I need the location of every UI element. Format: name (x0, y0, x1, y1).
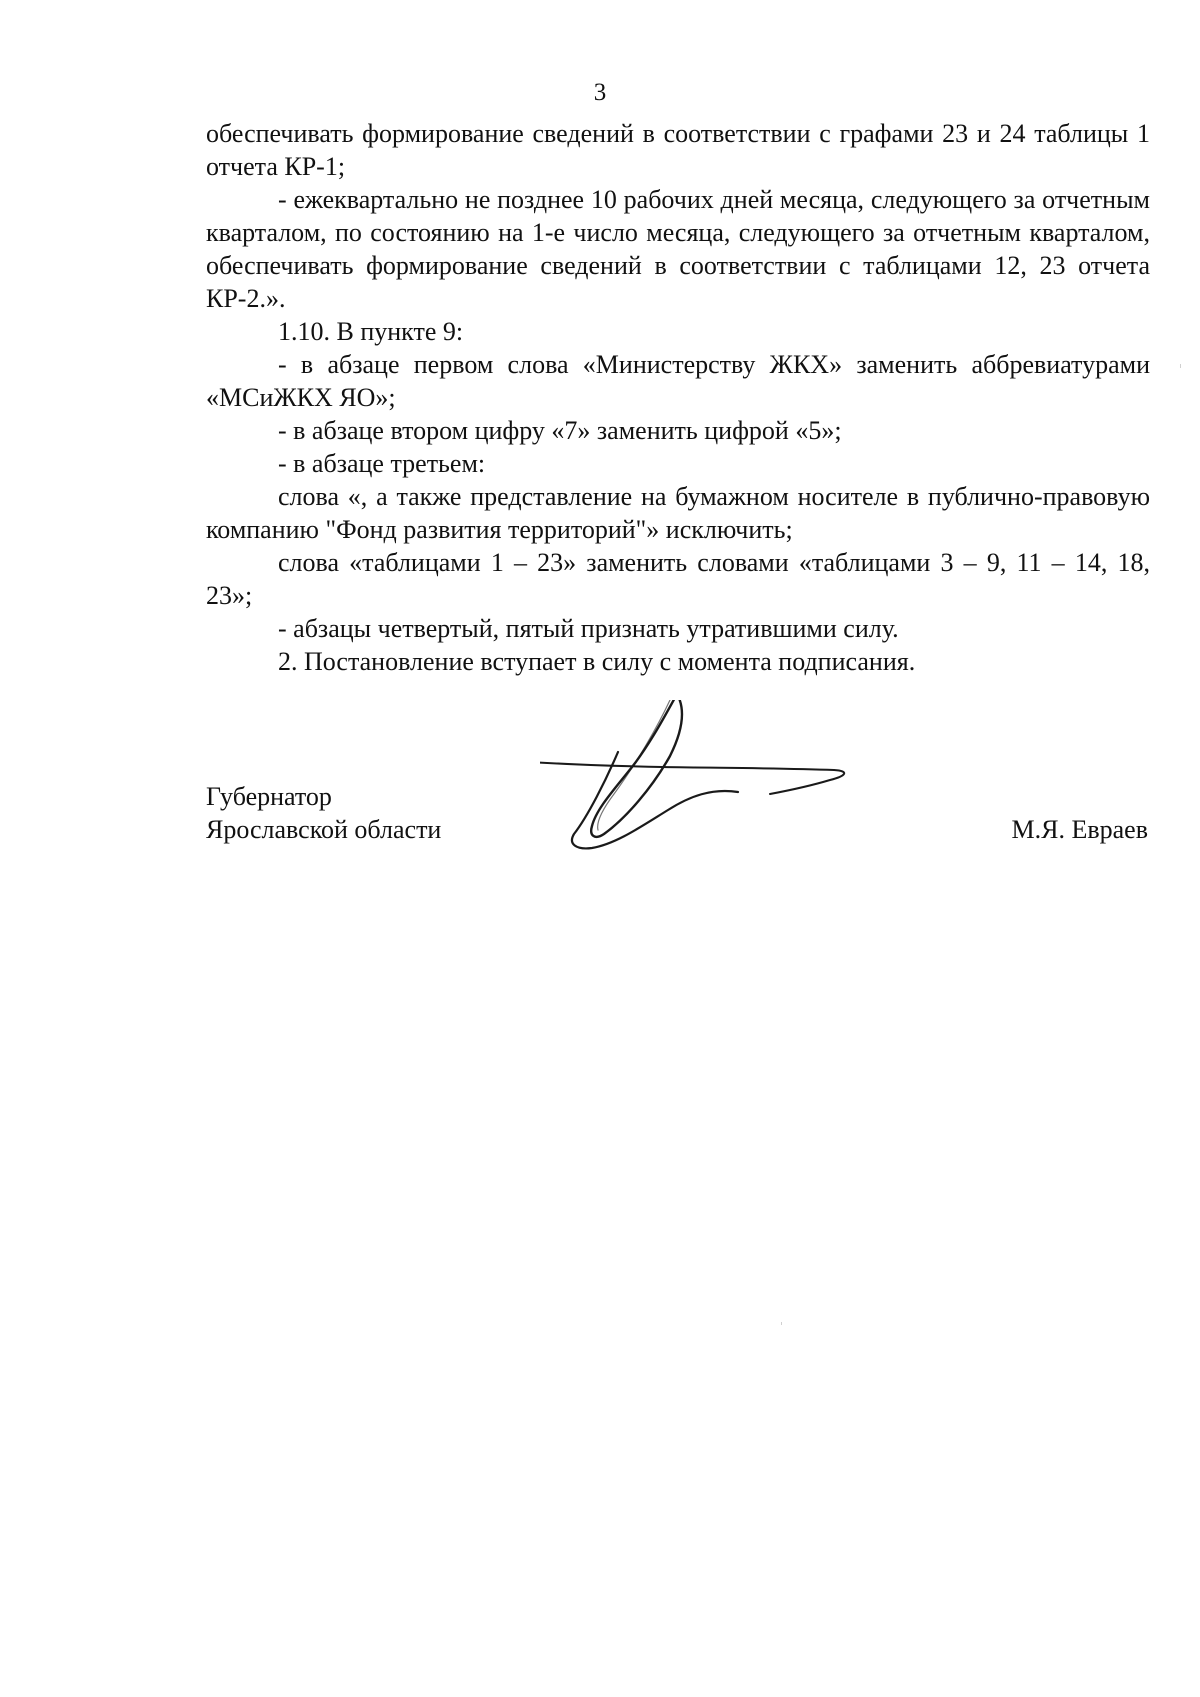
paragraph-10: 2. Постановление вступает в силу с момента подписания. (278, 647, 916, 676)
paragraph-5: - в абзаце втором цифру «7» заменить цифрой «5»; (278, 416, 842, 445)
paragraph-6: - в абзаце третьем: (278, 449, 486, 478)
document-body (206, 117, 1150, 678)
paragraph-3: 1.10. В пункте 9: (278, 317, 464, 346)
paragraph-8: слова «таблицами 1 – 23» заменить словами «таблицами 3 – 9, 11 – 14, 18, 23»; (206, 548, 1150, 610)
paragraph-7: слова «, а также представление на бумажном носителе в публично-правовую компанию "Фонд развития территорий"» исключить; (206, 482, 1150, 544)
scan-mark-right (1180, 364, 1181, 368)
paragraph-2: - ежеквартально не позднее 10 рабочих дней месяца, следующего за отчетным кварталом, по состоянию на 1-е число месяца, следующего за отчетным кварталом, обеспечивать формирование сведений в соответствии с таблицами 12, 23 отчета КР-2.». (206, 185, 1150, 313)
signature-block (0, 700, 1200, 880)
scan-mark-bottom (781, 1322, 782, 1325)
signer-title-line-2: Ярославской области (206, 815, 442, 844)
signer-name: М.Я. Евраев (1011, 815, 1148, 844)
handwritten-signature-icon (540, 700, 920, 880)
page-number: 3 (593, 79, 607, 106)
signer-title (206, 780, 441, 846)
paragraph-9: - абзацы четвертый, пятый признать утратившими силу. (278, 614, 899, 643)
paragraph-1: обеспечивать формирование сведений в соответствии с графами 23 и 24 таблицы 1 отчета КР-1; (206, 119, 1150, 181)
signer-title-line-1: Губернатор (206, 782, 332, 811)
paragraph-4: - в абзаце первом слова «Министерству ЖКХ» заменить аббревиатурами «МСиЖКХ ЯО»; (206, 350, 1150, 412)
signature-stroke-underline (540, 761, 844, 794)
signature-stroke-main (591, 700, 682, 837)
